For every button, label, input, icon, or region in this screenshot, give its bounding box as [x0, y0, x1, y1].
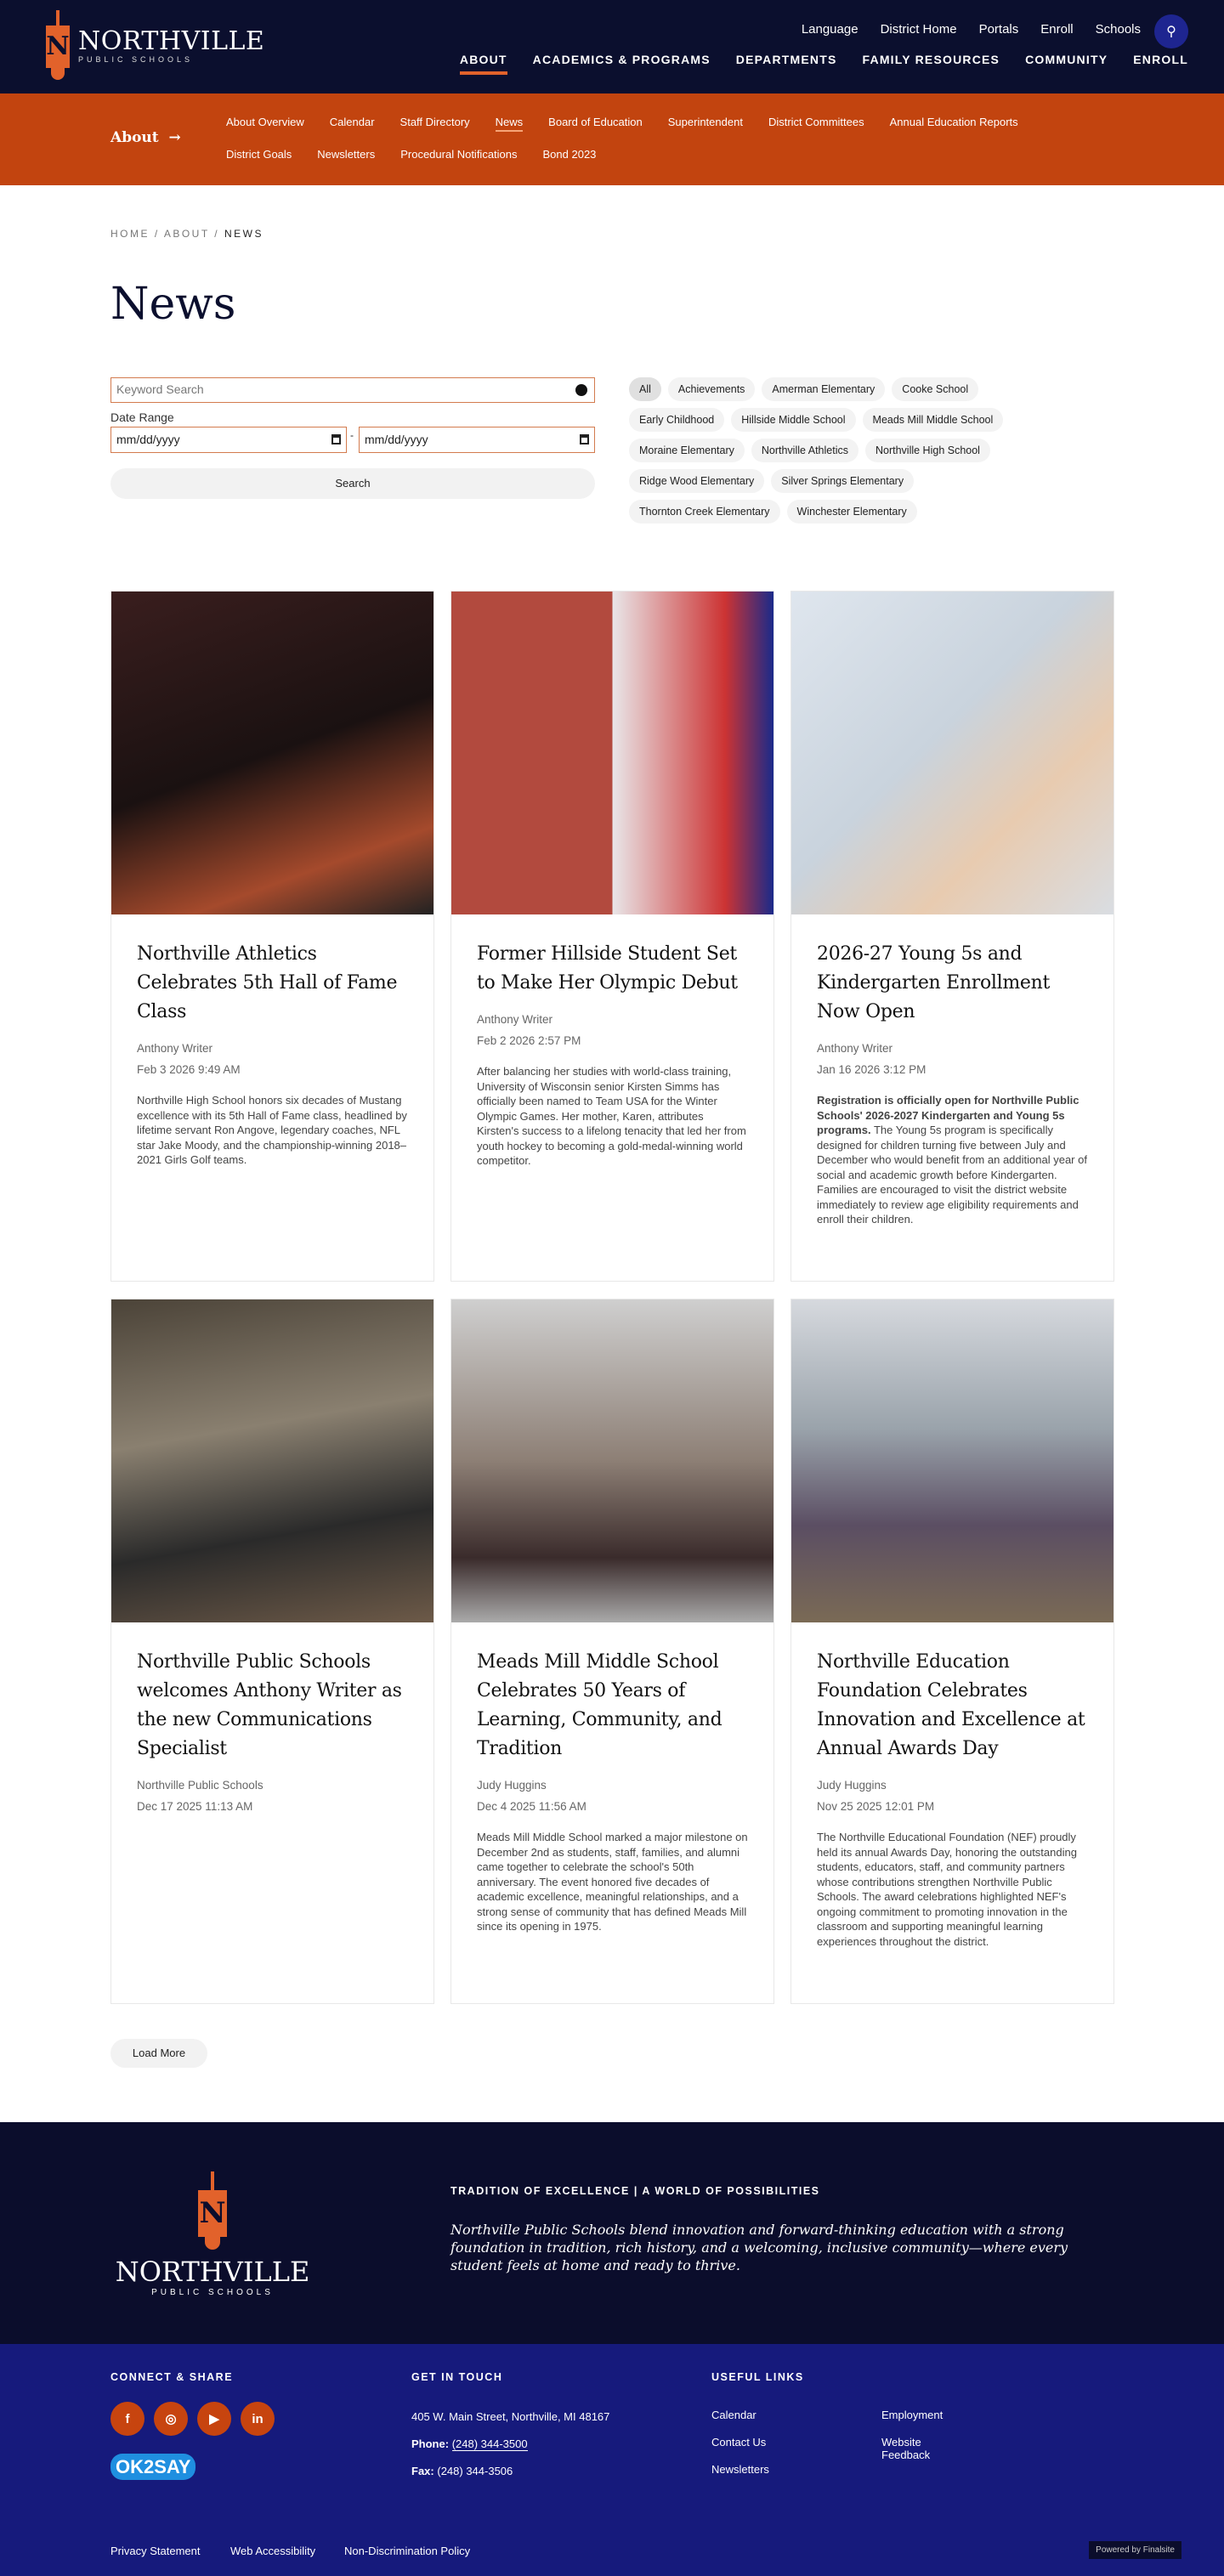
social-links: [110, 2402, 275, 2436]
district-logo[interactable]: [41, 10, 264, 82]
news-card-excerpt: [477, 1064, 748, 1169]
news-card-excerpt-text: After balancing her studies with world-class training, University of Wisconsin senior Kirsten Simms has officially been named to Team USA for the Winter Olympic Games. Her mother, Karen, attributes Kirsten's success to a lifelong tenacity that led her from youth hockey to becoming a gold-medal-winning world competitor.: [477, 1065, 746, 1167]
news-card-image[interactable]: [451, 1299, 774, 1622]
nav-about[interactable]: ABOUT: [460, 53, 507, 75]
news-card-excerpt: [817, 1830, 1088, 1949]
news-card-excerpt-text: Meads Mill Middle School marked a major milestone on December 2nd as students, staff, families, and alumni came together to celebrate the school's 50th anniversary. The event honored five decades of academic excellence, meaningful relationships, and a strong sense of community that has defined Meads Mill since its opening in 1975.: [477, 1831, 748, 1933]
breadcrumb: HOME / ABOUT / NEWS: [110, 228, 264, 240]
category-chip[interactable]: Northville High School: [865, 439, 990, 462]
news-card-excerpt-lead: Registration is officially open for Northville Public Schools' 2026-2027 Kindergarten and Young 5s programs.: [817, 1094, 1080, 1136]
category-chip[interactable]: Amerman Elementary: [762, 377, 885, 401]
phone-label: Phone:: [411, 2437, 450, 2450]
category-chip[interactable]: Winchester Elementary: [787, 500, 917, 524]
category-chip[interactable]: Hillside Middle School: [731, 408, 855, 432]
subnav-calendar[interactable]: Calendar: [329, 116, 375, 128]
subnav-procedural[interactable]: Procedural Notifications: [400, 148, 518, 161]
subnav-newsletters[interactable]: Newsletters: [317, 148, 376, 161]
news-card[interactable]: [110, 1299, 434, 2004]
breadcrumb-home[interactable]: HOME: [110, 228, 150, 240]
news-card-image[interactable]: [791, 592, 1114, 914]
utility-enroll[interactable]: Enroll: [1040, 22, 1074, 37]
news-card-title[interactable]: 2026-27 Young 5s and Kindergarten Enrollment Now Open: [817, 943, 1051, 1022]
nav-family-resources[interactable]: FAMILY RESOURCES: [862, 53, 1000, 66]
facebook-icon[interactable]: f: [110, 2402, 144, 2436]
utility-portals[interactable]: Portals: [978, 22, 1019, 37]
site-header: [0, 0, 1224, 93]
date-from-value: mm/dd/yyyy: [116, 433, 180, 446]
keyword-placeholder: Keyword Search: [116, 382, 204, 396]
news-card-author: Judy Huggins: [477, 1779, 547, 1792]
youtube-icon[interactable]: ▶: [197, 2402, 231, 2436]
news-card-title[interactable]: Meads Mill Middle School Celebrates 50 Years of Learning, Community, and Tradition: [477, 1651, 722, 1759]
search-icon: ⚲: [1166, 25, 1176, 39]
news-card[interactable]: [110, 591, 434, 1282]
subnav-district-committees[interactable]: District Committees: [768, 116, 864, 128]
news-card-title[interactable]: Northville Education Foundation Celebrates Innovation and Excellence at Annual Awards Day: [817, 1651, 1085, 1759]
news-card-image[interactable]: [111, 592, 434, 914]
news-card-date: Dec 4 2025 11:56 AM: [477, 1800, 586, 1813]
lantern-logo-icon: N: [193, 2171, 232, 2252]
news-card-excerpt: [477, 1830, 748, 1934]
accessibility-link[interactable]: Web Accessibility: [230, 2545, 316, 2557]
footer-logo-name: NORTHVILLE: [115, 2256, 310, 2288]
fax-number: (248) 344-3506: [437, 2465, 513, 2477]
subnav-annual-reports[interactable]: Annual Education Reports: [889, 116, 1018, 128]
connect-heading: CONNECT & SHARE: [110, 2371, 234, 2383]
subnav-about-overview[interactable]: About Overview: [226, 116, 304, 128]
phone-link[interactable]: (248) 344-3500: [451, 2437, 528, 2450]
useful-links-heading: USEFUL LINKS: [711, 2371, 804, 2383]
news-card[interactable]: [790, 1299, 1114, 2004]
footer-about: Northville Public Schools blend innovation and forward-thinking education with a strong foundation in tradition, rich history, and a welcoming, inclusive community—where every student feels at home and ready to thrive.: [450, 2222, 1068, 2273]
category-chip[interactable]: Northville Athletics: [751, 439, 858, 462]
utility-schools[interactable]: Schools: [1095, 22, 1141, 37]
nav-departments[interactable]: DEPARTMENTS: [735, 53, 837, 66]
date-range-label: Date Range: [110, 410, 174, 424]
subnav-staff-directory[interactable]: Staff Directory: [400, 116, 470, 128]
date-separator: -: [350, 429, 354, 441]
fax-label: Fax:: [411, 2465, 434, 2477]
subnav-superintendent[interactable]: Superintendent: [667, 116, 743, 128]
news-card-author: Northville Public Schools: [137, 1779, 264, 1792]
category-chip[interactable]: Meads Mill Middle School: [863, 408, 1004, 432]
calendar-icon[interactable]: [580, 434, 589, 444]
contact-heading: GET IN TOUCH: [411, 2371, 503, 2383]
news-card-excerpt: [137, 1093, 408, 1168]
site-search-button[interactable]: [1154, 14, 1188, 48]
utility-nav: [802, 22, 1141, 37]
news-card[interactable]: [450, 1299, 774, 2004]
news-card-title[interactable]: Former Hillside Student Set to Make Her Olympic Debut: [477, 943, 738, 994]
category-chip[interactable]: Early Childhood: [629, 408, 724, 432]
clear-icon[interactable]: [575, 384, 587, 396]
nav-community[interactable]: COMMUNITY: [1025, 53, 1108, 66]
footer-tagline: TRADITION OF EXCELLENCE | A WORLD OF POSSIBILITIES: [450, 2185, 820, 2197]
footer-link-feedback[interactable]: Website Feedback: [881, 2436, 931, 2461]
news-card-date: Feb 3 2026 9:49 AM: [137, 1063, 241, 1076]
page-title: News: [110, 279, 236, 330]
subnav-board[interactable]: Board of Education: [548, 116, 643, 128]
utility-language[interactable]: Language: [801, 22, 858, 37]
category-chip[interactable]: Silver Springs Elementary: [771, 469, 914, 493]
news-card-excerpt-text: The Northville Educational Foundation (NEF) proudly held its annual Awards Day, honoring the outstanding students, educators, staff, and community partners whose contributions strengthen Northville Public Schools. The award celebrations highlighted NEF's ongoing commitment to promoting innovation in the classroom and supporting meaningful learning experiences throughout the district.: [817, 1831, 1077, 1948]
nav-academics[interactable]: ACADEMICS & PROGRAMS: [532, 53, 711, 66]
utility-district-home[interactable]: District Home: [880, 22, 957, 37]
category-chip[interactable]: Thornton Creek Elementary: [629, 500, 780, 524]
category-chip[interactable]: Moraine Elementary: [629, 439, 745, 462]
privacy-link[interactable]: Privacy Statement: [110, 2545, 201, 2557]
calendar-icon[interactable]: [332, 434, 341, 444]
footer-logo[interactable]: [110, 2171, 314, 2297]
main-nav: [460, 53, 1188, 75]
arrow-right-icon: →: [163, 129, 181, 146]
news-card-excerpt-text: Northville High School honors six decades of Mustang excellence with its 5th Hall of Fame class, headlined by lifetime servant Ron Angove, legendary coaches, NFL star Jake Moody, and the championship-winning 2018–2021 Girls Golf teams.: [137, 1094, 407, 1166]
news-card-date: Jan 16 2026 3:12 PM: [817, 1063, 926, 1076]
subnav-news[interactable]: News: [496, 116, 524, 132]
ok2say-label: OK2SAY: [110, 2454, 196, 2480]
logo-subtitle: PUBLIC SCHOOLS: [78, 55, 194, 64]
subnav-district-goals[interactable]: District Goals: [226, 148, 292, 161]
date-from-input[interactable]: [110, 427, 347, 453]
category-chip[interactable]: All: [629, 377, 661, 401]
search-button[interactable]: Search: [110, 468, 595, 499]
news-card-author: Anthony Writer: [477, 1013, 553, 1026]
footer-brand: [0, 2122, 1224, 2344]
subnav-title[interactable]: [110, 129, 181, 146]
breadcrumb-current: NEWS: [224, 228, 264, 240]
footer-link-calendar[interactable]: Calendar: [711, 2409, 756, 2421]
news-card-excerpt-text: The Young 5s program is specifically designed for children turning five between July and December who would benefit from an additional year of social and academic growth before Kindergarten. Families are encouraged to visit the district website immediately to review age eligibility requirements and enroll their children.: [817, 1124, 1087, 1226]
category-filters: [629, 377, 1071, 524]
news-card-date: Dec 17 2025 11:13 AM: [137, 1800, 253, 1813]
linkedin-icon[interactable]: in: [241, 2402, 275, 2436]
news-card-author: Judy Huggins: [817, 1779, 887, 1792]
load-more-button[interactable]: Load More: [110, 2039, 207, 2068]
category-chip[interactable]: Cooke School: [892, 377, 978, 401]
news-card-image[interactable]: [111, 1299, 434, 1622]
lantern-logo-icon: N: [41, 10, 75, 82]
news-card[interactable]: [790, 591, 1114, 1282]
address: 405 W. Main Street, Northville, MI 48167: [411, 2410, 610, 2423]
news-card-author: Anthony Writer: [817, 1042, 893, 1055]
instagram-icon[interactable]: ◎: [154, 2402, 188, 2436]
footer-link-employment[interactable]: Employment: [881, 2409, 944, 2421]
news-card-author: Anthony Writer: [137, 1042, 213, 1055]
nav-enroll[interactable]: ENROLL: [1133, 53, 1188, 66]
logo-name: NORTHVILLE: [78, 26, 265, 56]
subnav-bond[interactable]: Bond 2023: [542, 148, 597, 161]
news-card-image[interactable]: [791, 1299, 1114, 1622]
news-card-date: Feb 2 2026 2:57 PM: [477, 1034, 581, 1047]
news-card-title[interactable]: Northville Public Schools welcomes Anthony Writer as the new Communications Specialist: [137, 1651, 402, 1759]
news-card-image[interactable]: [451, 592, 774, 914]
powered-by-badge[interactable]: Powered by Finalsite: [1089, 2541, 1182, 2559]
nondiscrimination-link[interactable]: Non-Discrimination Policy: [344, 2545, 471, 2557]
subnav-title-label: About: [110, 129, 159, 146]
footer-links: [0, 2344, 1224, 2576]
breadcrumb-about[interactable]: ABOUT: [163, 228, 210, 240]
footer-logo-subtitle: PUBLIC SCHOOLS: [151, 2288, 274, 2297]
section-subnav: [0, 93, 1224, 185]
news-card-excerpt: [817, 1093, 1088, 1227]
date-to-value: mm/dd/yyyy: [365, 433, 428, 446]
footer-link-contact[interactable]: Contact Us: [711, 2436, 767, 2449]
news-card-date: Nov 25 2025 12:01 PM: [817, 1800, 935, 1813]
category-chip[interactable]: Achievements: [668, 377, 756, 401]
category-chip[interactable]: Ridge Wood Elementary: [629, 469, 764, 493]
keyword-search-input[interactable]: [110, 377, 595, 403]
news-card[interactable]: [450, 591, 774, 1282]
ok2say-logo[interactable]: [110, 2456, 196, 2478]
footer-link-newsletters[interactable]: Newsletters: [711, 2463, 769, 2476]
news-card-title[interactable]: Northville Athletics Celebrates 5th Hall of Fame Class: [137, 943, 398, 1022]
date-to-input[interactable]: [359, 427, 595, 453]
